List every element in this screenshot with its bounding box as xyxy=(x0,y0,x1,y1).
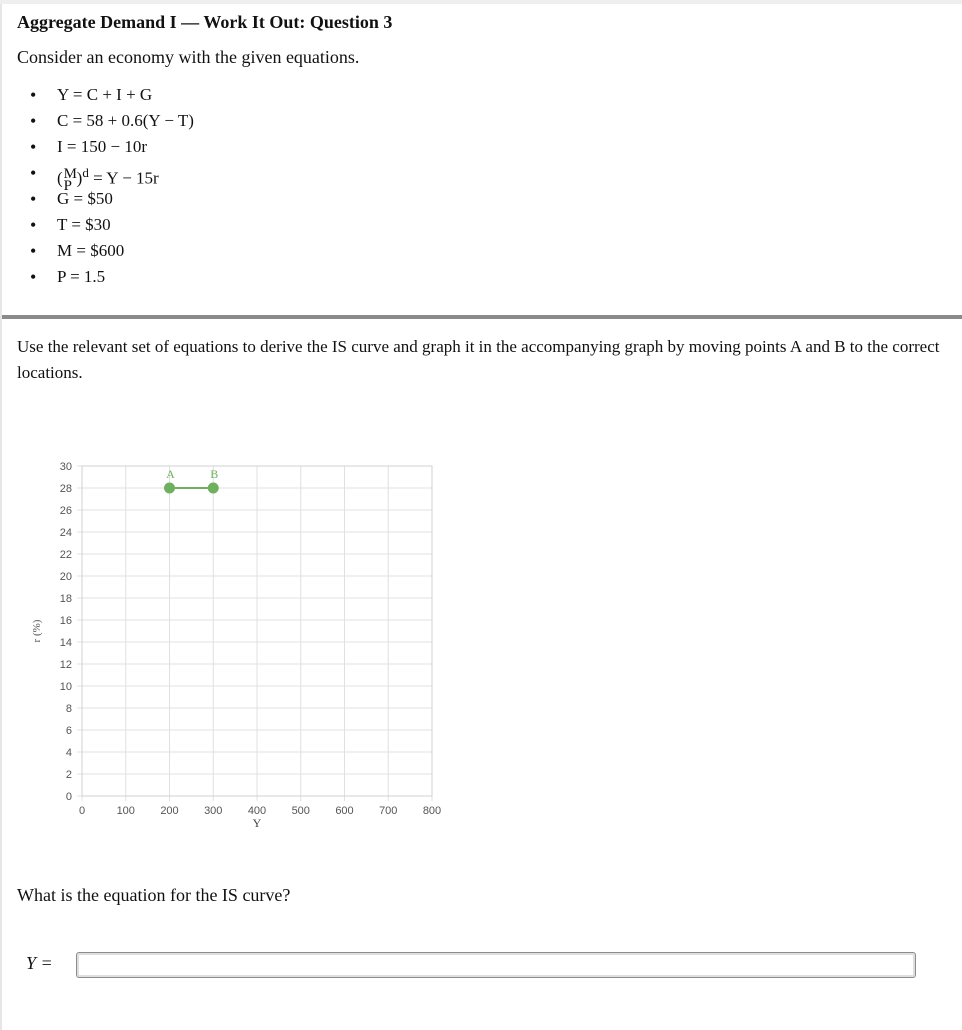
y-tick-label: 24 xyxy=(59,527,72,539)
equation-item-money-demand: • ( M P )$^d$ = Y − 15r xyxy=(30,160,194,186)
equation-item: • G = $50 xyxy=(30,186,194,212)
money-demand-fraction: M P xyxy=(63,165,78,194)
section-divider xyxy=(2,315,962,319)
x-tick-label: 800 xyxy=(422,805,442,817)
x-tick-label: 100 xyxy=(116,805,135,817)
point-b-label: B xyxy=(210,467,219,481)
equation-item: • Y = C + I + G xyxy=(30,82,194,108)
y-tick-label: 14 xyxy=(59,637,72,649)
point-a-label: A xyxy=(166,467,175,481)
x-tick-label: 0 xyxy=(78,805,86,817)
y-tick-label: 8 xyxy=(65,703,72,715)
bullet-icon: • xyxy=(30,267,37,287)
equation-item: • P = 1.5 xyxy=(30,264,194,290)
top-strip xyxy=(0,0,962,4)
point-b-handle[interactable] xyxy=(208,483,219,494)
tick-labels xyxy=(60,461,441,817)
bullet-icon: • xyxy=(30,215,37,235)
equation-item: • C = 58 + 0.6(Y − T) xyxy=(30,108,194,134)
equation-list xyxy=(30,82,194,290)
point-a-handle[interactable] xyxy=(164,483,175,494)
x-tick-label: 400 xyxy=(247,805,267,817)
y-tick-label: 4 xyxy=(65,747,72,759)
question-title: Aggregate Demand I — Work It Out: Question 3 xyxy=(17,12,393,32)
x-tick-label: 500 xyxy=(291,805,310,817)
x-axis-label: Y xyxy=(252,816,262,830)
bullet-icon: • xyxy=(30,137,37,157)
y-tick-label: 12 xyxy=(59,659,72,671)
bullet-icon: • xyxy=(30,111,37,131)
bullet-icon: • xyxy=(30,163,37,183)
answer-label: Y = xyxy=(26,953,53,973)
question-intro: Consider an economy with the given equations. xyxy=(17,47,360,67)
y-tick-label: 22 xyxy=(59,549,72,561)
equation-item: • I = 150 − 10r xyxy=(30,134,194,160)
y-tick-label: 28 xyxy=(59,483,72,495)
instruction-text: Use the relevant set of equations to derive the IS curve and graph it in the accompanying graph by moving points A and B to the correct locations. xyxy=(17,337,940,382)
y-tick-label: 2 xyxy=(65,769,72,781)
grid xyxy=(77,466,432,801)
y-tick-label: 26 xyxy=(59,505,72,517)
y-tick-label: 6 xyxy=(65,725,72,737)
y-tick-label: 18 xyxy=(59,593,72,605)
equation-item: • M = $600 xyxy=(30,238,194,264)
bullet-icon: • xyxy=(30,241,37,261)
y-tick-label: 20 xyxy=(59,571,72,583)
x-tick-label: 700 xyxy=(379,805,398,817)
is-equation-input[interactable] xyxy=(76,952,916,978)
x-tick-label: 600 xyxy=(335,805,354,817)
equation-item: • T = $30 xyxy=(30,212,194,238)
y-axis-label: r (%) xyxy=(31,619,43,643)
x-tick-label: 300 xyxy=(204,805,223,817)
x-tick-label: 200 xyxy=(160,805,179,817)
is-curve-series[interactable] xyxy=(164,467,219,494)
y-tick-label: 30 xyxy=(59,461,72,473)
bullet-icon: • xyxy=(30,85,37,105)
y-tick-label: 10 xyxy=(59,681,72,693)
y-tick-label: 0 xyxy=(65,791,72,803)
y-tick-label: 16 xyxy=(59,615,72,627)
is-curve-graph[interactable] xyxy=(28,455,458,845)
left-border xyxy=(0,4,2,1030)
bullet-icon: • xyxy=(30,189,37,209)
is-equation-prompt: What is the equation for the IS curve? xyxy=(17,885,291,905)
